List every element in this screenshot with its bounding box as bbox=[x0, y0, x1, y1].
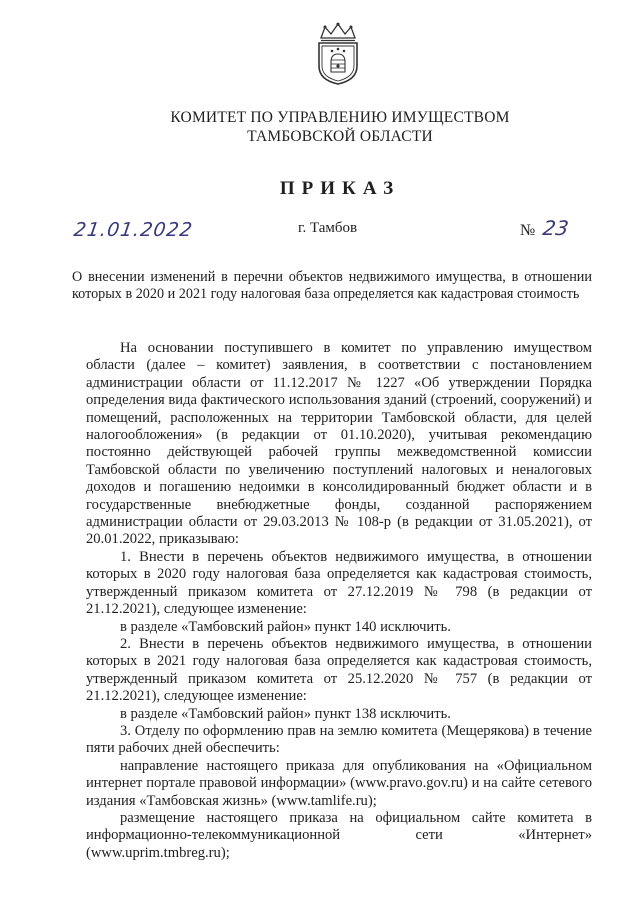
item-2: 2. Внести в перечень объектов недвижимого имущества, в отношении которых в 2021 году налоговая база определяется как кадастровая стоимость, утвержденный приказом комитета от 25.12.2020 № 757 (в редакции от 21.12.2021), следующее изменение: bbox=[86, 635, 592, 705]
tambov-region-coat-of-arms-icon bbox=[311, 22, 365, 86]
number-label: № bbox=[520, 222, 536, 239]
issuer-line-2: ТАМБОВСКОЙ ОБЛАСТИ bbox=[247, 128, 433, 145]
item-3-sub-2: размещение настоящего приказа на официальном сайте комитета в информационно-телекоммуникационной сети «Интернет» (www.uprim.tmbreg.ru); bbox=[86, 809, 592, 861]
order-body bbox=[86, 340, 592, 862]
item-1-sub: в разделе «Тамбовский район» пункт 140 исключить. bbox=[120, 618, 451, 635]
issuer-line-1: КОМИТЕТ ПО УПРАВЛЕНИЮ ИМУЩЕСТВОМ bbox=[170, 109, 510, 126]
document-title: ПРИКАЗ bbox=[279, 178, 401, 199]
item-3: 3. Отделу по оформлению прав на землю комитета (Мещерякова) в течение пяти рабочих дней обеспечить: bbox=[86, 722, 592, 757]
city: г. Тамбов bbox=[298, 220, 358, 236]
item-2-sub: в разделе «Тамбовский район» пункт 138 исключить. bbox=[120, 705, 451, 722]
item-3-sub-1: направление настоящего приказа для опубликования на «Официальном интернет портале правовой информации» (www.pravo.gov.ru) и на сайте сетевого издания «Тамбовская жизнь» (www.tamlife.ru); bbox=[86, 757, 592, 809]
order-subject: О внесении изменений в перечни объектов недвижимого имущества, в отношении которых в 2020 и 2021 году налоговая база определяется как кадастровая стоимость bbox=[72, 269, 592, 302]
issuer-name bbox=[150, 108, 530, 146]
preamble-paragraph: На основании поступившего в комитет по управлению имуществом области (далее – комитет) заявления, в соответствии с постановлением администрации области от 11.12.2017 № 1227 «Об утверждении Порядка определения вида фактического использования зданий (строений, сооружений) и помещений, расположенных на территории Тамбовской области, для целей налогообложения» (в редакции от 01.10.2020), учитывая рекомендацию постоянно действующей рабочей группы межведомственной комиссии Тамбовской области по увеличению поступлений налоговых и неналоговых доходов и погашению недоимки в консолидированный бюджет области и в государственные внебюджетные фонды, созданной распоряжением администрации области от 29.03.2013 № 108-р (в редакции от 31.05.2021), от 20.01.2022, приказываю: bbox=[86, 340, 592, 548]
handwritten-date: 21.01.2022 bbox=[72, 219, 195, 241]
item-1: 1. Внести в перечень объектов недвижимого имущества, в отношении которых в 2020 году налоговая база определяется как кадастровая стоимость, утвержденный приказом комитета от 27.12.2019 № 798 (в редакции от 21.12.2021), следующее изменение: bbox=[86, 548, 592, 618]
handwritten-number: 23 bbox=[541, 216, 571, 240]
